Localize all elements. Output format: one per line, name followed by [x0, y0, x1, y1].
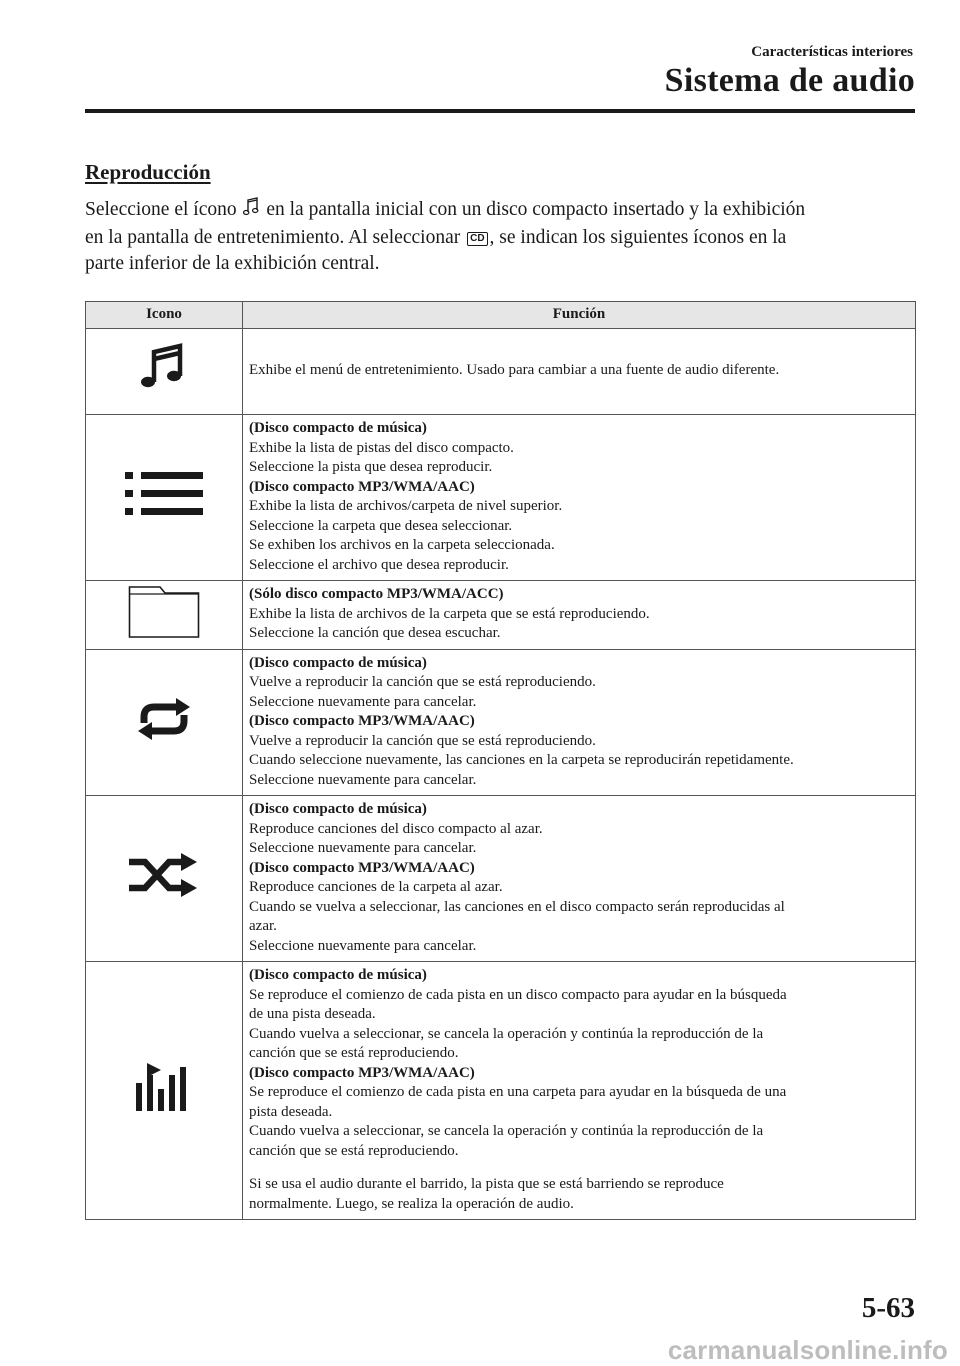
function-text: Seleccione la canción que desea escuchar.	[249, 625, 501, 641]
function-text: Seleccione el archivo que desea reproducir.	[249, 556, 509, 573]
function-text: Exhibe la lista de archivos de la carpeta que se está reproduciendo.	[249, 605, 650, 622]
scan-icon	[134, 1061, 194, 1120]
function-cell	[243, 796, 916, 962]
section-heading: Reproducción	[85, 160, 211, 184]
intro-text-4: , se indican los siguientes íconos en la	[489, 227, 787, 248]
shuffle-icon	[127, 853, 201, 904]
icon-cell	[86, 796, 243, 962]
function-text	[249, 1161, 909, 1175]
header-rule	[85, 109, 915, 113]
function-text: azar.	[249, 918, 277, 934]
header-icon-column: Icono	[86, 302, 243, 329]
list-icon	[123, 470, 205, 525]
media-type-label: (Disco compacto de música)	[249, 801, 427, 817]
function-text: Exhibe la lista de pistas del disco compacto.	[249, 439, 514, 456]
media-type-label: (Disco compacto MP3/WMA/AAC)	[249, 859, 475, 876]
function-text: Exhibe el menú de entretenimiento. Usado para cambiar a una fuente de audio diferente.	[249, 362, 780, 379]
folder-icon	[128, 585, 200, 646]
function-text: Reproduce canciones de la carpeta al azar.	[249, 879, 503, 895]
cd-icon: CD	[467, 232, 487, 246]
media-type-label: (Disco compacto de música)	[249, 654, 427, 671]
function-text: Seleccione nuevamente para cancelar.	[249, 693, 477, 710]
table-row	[86, 415, 916, 581]
function-text: Seleccione nuevamente para cancelar.	[249, 937, 477, 954]
media-type-label: (Disco compacto MP3/WMA/AAC)	[249, 478, 475, 495]
function-text: pista deseada.	[249, 1103, 333, 1120]
function-text: Si se usa el audio durante el barrido, la pista que se está barriendo se reproduce	[249, 1176, 724, 1192]
icon-cell	[86, 649, 243, 796]
function-cell	[243, 962, 916, 1220]
section-label: Características interiores	[751, 44, 913, 60]
function-text: de una pista deseada.	[249, 1006, 376, 1022]
function-cell	[243, 649, 916, 796]
header-function-column: Función	[243, 302, 916, 329]
watermark: carmanualsonline.info	[667, 1335, 948, 1365]
function-table	[85, 301, 916, 1220]
function-text: Reproduce canciones del disco compacto al azar.	[249, 820, 543, 837]
icon-cell	[86, 415, 243, 581]
function-text: canción que se está reproduciendo.	[249, 1045, 459, 1061]
function-cell	[243, 581, 916, 650]
page-number: 5-63	[861, 1292, 915, 1324]
music-note-icon	[138, 342, 190, 401]
page-title: Sistema de audio	[664, 62, 915, 99]
music-note-icon	[243, 197, 259, 225]
function-text: Cuando se vuelva a seleccionar, las canciones en el disco compacto serán reproducidas al	[249, 898, 785, 915]
table-row	[86, 962, 916, 1220]
function-text: Seleccione la pista que desea reproducir.	[249, 459, 493, 475]
intro-text-3: en la pantalla de entretenimiento. Al seleccionar	[85, 227, 461, 248]
function-text: Se reproduce el comienzo de cada pista en una carpeta para ayudar en la búsqueda de una	[249, 1084, 787, 1100]
function-cell	[243, 329, 916, 415]
function-text: Se exhiben los archivos en la carpeta seleccionada.	[249, 537, 555, 553]
function-text: normalmente. Luego, se realiza la operación de audio.	[249, 1195, 574, 1212]
function-text: Seleccione nuevamente para cancelar.	[249, 771, 477, 788]
icon-cell	[86, 962, 243, 1220]
intro-text-5: parte inferior de la exhibición central.	[85, 253, 380, 274]
function-text: Vuelve a reproducir la canción que se está reproduciendo.	[249, 674, 596, 690]
media-type-label: (Disco compacto de música)	[249, 420, 427, 436]
function-cell	[243, 415, 916, 581]
function-text: Exhibe la lista de archivos/carpeta de nivel superior.	[249, 498, 563, 514]
table-header-row	[86, 302, 916, 329]
function-text: Vuelve a reproducir la canción que se está reproduciendo.	[249, 732, 596, 749]
function-text: Seleccione la carpeta que desea seleccionar.	[249, 517, 513, 534]
icon-cell	[86, 329, 243, 415]
function-text: canción que se está reproduciendo.	[249, 1142, 459, 1159]
table-row	[86, 796, 916, 962]
function-text: Seleccione nuevamente para cancelar.	[249, 840, 477, 856]
repeat-icon	[134, 697, 194, 748]
intro-text-1: Seleccione el ícono	[85, 199, 237, 220]
table-row	[86, 581, 916, 650]
media-type-label: (Disco compacto MP3/WMA/AAC)	[249, 1064, 475, 1081]
intro-paragraph	[85, 197, 925, 277]
icon-cell	[86, 581, 243, 650]
function-text: Cuando vuelva a seleccionar, se cancela la operación y continúa la reproducción de la	[249, 1123, 764, 1139]
intro-text-2: en la pantalla inicial con un disco compacto insertado y la exhibición	[266, 199, 806, 220]
table-row	[86, 329, 916, 415]
table-row	[86, 649, 916, 796]
media-type-label: (Disco compacto de música)	[249, 967, 427, 983]
function-text: Se reproduce el comienzo de cada pista en un disco compacto para ayudar en la búsqueda	[249, 986, 787, 1003]
media-type-label: (Disco compacto MP3/WMA/AAC)	[249, 713, 475, 729]
media-type-label: (Sólo disco compacto MP3/WMA/ACC)	[249, 586, 504, 602]
function-text: Cuando seleccione nuevamente, las canciones en la carpeta se reproducirán repetidamente.	[249, 752, 794, 768]
function-text: Cuando vuelva a seleccionar, se cancela la operación y continúa la reproducción de la	[249, 1025, 764, 1042]
